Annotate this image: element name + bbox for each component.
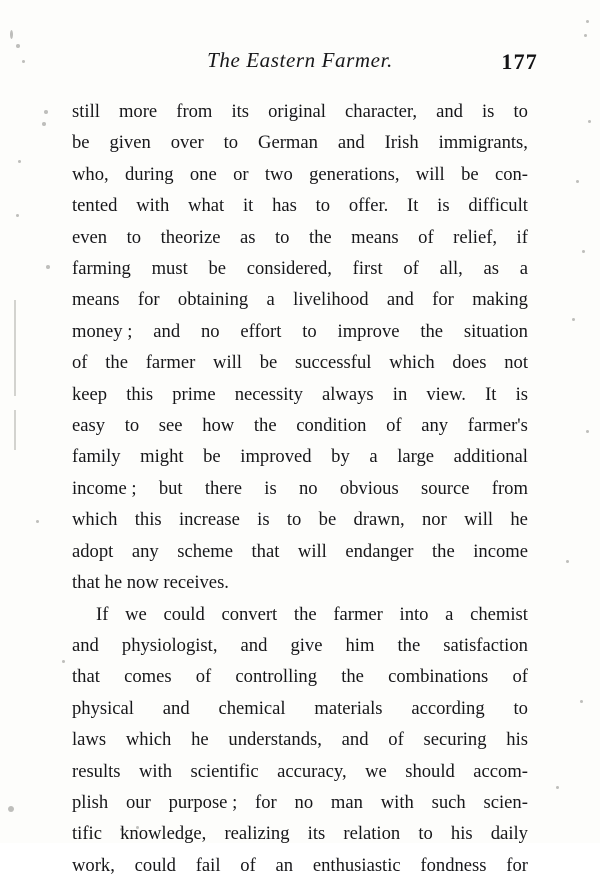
scan-speck [8,806,14,812]
word: prime [172,379,215,410]
word: easy [72,410,105,441]
word: farmer [146,347,196,378]
word: and [387,284,414,315]
text-line [72,787,528,818]
word: original [268,96,326,127]
word: is [264,473,276,504]
word: he [510,504,528,535]
word: all, [440,253,463,284]
word: farmer's [468,410,528,441]
word: any [132,536,159,567]
scan-speck [36,520,39,523]
word: the [309,222,332,253]
word: that [72,661,100,692]
word: drawn, [354,504,405,535]
scan-speck [576,180,579,183]
word: large [397,441,434,472]
word: who, [72,159,109,190]
word: securing [424,724,487,755]
word: realizing [224,818,289,849]
word: with [136,190,169,221]
word: could [135,850,176,881]
word: from [176,96,212,127]
word: its [308,818,326,849]
scan-speck [556,786,559,789]
word: immigrants, [439,127,528,158]
text-line [72,96,528,127]
word: of [403,253,419,284]
word: from [492,473,528,504]
word: results [72,756,121,787]
word: money ; [72,316,132,347]
word: or [233,159,249,190]
word: and [72,630,99,661]
word: keep [72,379,107,410]
scan-speck [22,60,25,63]
word: the [397,630,420,661]
text-line [72,818,528,849]
word: must [152,253,188,284]
word: man [331,787,363,818]
word: the [294,599,317,630]
word: character, [345,96,417,127]
word: the [432,536,455,567]
word: his [506,724,528,755]
scan-speck [18,160,21,163]
word: into [400,599,429,630]
word: purpose ; [169,787,238,818]
word: has [272,190,297,221]
word: which [126,724,171,755]
word: one [190,159,217,190]
word: con- [495,159,528,190]
word: offer. [349,190,388,221]
word: It [485,379,496,410]
word: but [159,473,183,504]
word: this [126,379,153,410]
word: give [290,630,322,661]
word: combinations [388,661,488,692]
word: satisfaction [443,630,528,661]
text-line [72,253,528,284]
word: which [389,347,434,378]
word: there [205,473,242,504]
word: first [353,253,383,284]
word: generations, [309,159,399,190]
word: is [482,96,494,127]
paragraph [72,96,528,599]
word: be [260,347,278,378]
word: an [276,850,294,881]
word: more [119,96,157,127]
word: such [432,787,466,818]
word: we [125,599,147,630]
word: of [418,222,434,253]
word: even [72,222,107,253]
text-line: that he now receives. [72,567,528,598]
scan-speck [584,34,587,37]
word: to [302,316,316,347]
word: improved [240,441,311,472]
scan-speck [42,122,46,126]
word: for [255,787,277,818]
word: what [188,190,224,221]
word: to [224,127,238,158]
word: considered, [247,253,332,284]
scan-speck [44,110,48,114]
scan-speck [582,250,585,253]
word: a [520,253,528,284]
word: no [201,316,220,347]
word: It [407,190,418,221]
scan-speck [586,430,589,433]
word: of [72,347,88,378]
text-line [72,190,528,221]
word: will [464,504,493,535]
word: we [365,756,387,787]
word: adopt [72,536,113,567]
word: will [298,536,327,567]
text-line [72,473,528,504]
word: any [421,410,448,441]
word: income ; [72,473,137,504]
word: to [275,222,289,253]
word: to [287,504,301,535]
text-line [72,347,528,378]
word: is [437,190,449,221]
word: see [159,410,183,441]
word: chemist [470,599,528,630]
scan-speck [566,560,569,563]
word: and [163,693,190,724]
word: according [411,693,484,724]
word: accuracy, [277,756,347,787]
word: that [251,536,279,567]
word: German [258,127,318,158]
word: nor [422,504,447,535]
word: not [504,347,528,378]
page-number: 177 [501,49,538,75]
word: and [241,630,268,661]
word: no [295,787,314,818]
word: laws [72,724,106,755]
scan-speck [580,700,583,703]
word: comes [124,661,172,692]
word: his [451,818,473,849]
word: will [416,159,445,190]
text-line [72,504,528,535]
word: given [109,127,150,158]
word: and [342,724,369,755]
word: controlling [235,661,317,692]
word: and [153,316,180,347]
word: it [243,190,253,221]
word: this [135,504,162,535]
text-line [72,316,528,347]
word: the [105,347,128,378]
word: the [420,316,443,347]
word: farmer [333,599,383,630]
word: be [461,159,479,190]
text-line [72,724,528,755]
word: accom- [473,756,528,787]
word: income [473,536,528,567]
word: difficult [468,190,528,221]
word: enthusiastic [313,850,401,881]
word: might [140,441,183,472]
word: always [322,379,374,410]
word: to [418,818,432,849]
word: obvious [340,473,399,504]
scan-speck [10,30,13,39]
word: two [265,159,293,190]
word: situation [464,316,528,347]
word: of [386,410,402,441]
word: if [517,222,528,253]
text-line [72,159,528,190]
text-line [72,693,528,724]
word: fail [196,850,221,881]
word: tific [72,818,102,849]
word: plish [72,787,108,818]
text-line [72,284,528,315]
scan-speck [16,44,20,48]
word: convert [221,599,277,630]
word: should [405,756,455,787]
word: additional [454,441,528,472]
word: with [139,756,172,787]
word: does [452,347,486,378]
scan-speck [46,265,50,269]
page-body-text [72,96,528,881]
page-header [70,48,530,82]
word: he [191,724,209,755]
word: daily [491,818,528,849]
text-line [72,379,528,410]
word: be [208,253,226,284]
word: and [338,127,365,158]
word: as [484,253,500,284]
word: necessity [235,379,303,410]
word: family [72,441,121,472]
word: our [126,787,151,818]
word: knowledge, [120,818,206,849]
word: a [369,441,377,472]
word: in [393,379,407,410]
scan-edge-artifact [14,410,16,450]
word: fondness [420,850,486,881]
word: which [72,504,117,535]
word: theorize [161,222,221,253]
scan-speck [62,660,65,663]
text-line [72,127,528,158]
text-line [72,661,528,692]
word: a [445,599,453,630]
text-line [72,222,528,253]
word: increase [179,504,240,535]
word: to [125,410,139,441]
word: physical [72,693,134,724]
word: and [436,96,463,127]
word: livelihood [293,284,368,315]
word: effort [240,316,281,347]
word: the [341,661,364,692]
word: source [421,473,470,504]
word: of [512,661,528,692]
scan-edge-artifact [14,300,16,396]
word: obtaining [178,284,248,315]
word: no [299,473,318,504]
word: is [257,504,269,535]
word: him [346,630,375,661]
word: the [254,410,277,441]
word: to [513,693,527,724]
word: be [319,504,337,535]
word: to [316,190,330,221]
word: still [72,96,100,127]
word: for [138,284,160,315]
word: over [171,127,204,158]
word: scheme [177,536,233,567]
word: be [72,127,90,158]
word: means [72,284,120,315]
word: its [231,96,249,127]
word: how [202,410,234,441]
word: as [240,222,256,253]
word: relief, [453,222,497,253]
word: to [127,222,141,253]
word: for [506,850,528,881]
word: view. [426,379,466,410]
text-line [72,410,528,441]
word: of [388,724,404,755]
word: making [472,284,528,315]
word: scientific [191,756,259,787]
word: condition [296,410,366,441]
scan-speck [572,318,575,321]
running-title: The Eastern Farmer. [70,48,530,73]
word: means [351,222,399,253]
word: understands, [228,724,321,755]
word: during [125,159,174,190]
word: a [267,284,275,315]
word: to [513,96,527,127]
word: materials [314,693,382,724]
paragraph [72,599,528,881]
text-line [72,441,528,472]
word: of [240,850,256,881]
word: chemical [218,693,285,724]
scan-speck [588,120,591,123]
word: physiologist, [122,630,218,661]
scan-speck [16,214,19,217]
word: successful [295,347,371,378]
word: endanger [345,536,413,567]
word: for [432,284,454,315]
word: be [203,441,221,472]
word: work, [72,850,115,881]
word: with [381,787,414,818]
word: improve [338,316,400,347]
text-line [72,599,528,630]
text-line [72,630,528,661]
word: scien- [483,787,527,818]
word: by [331,441,350,472]
word: will [213,347,242,378]
word: Irish [385,127,419,158]
word: is [516,379,528,410]
word: If [96,599,108,630]
word: tented [72,190,117,221]
word: farming [72,253,131,284]
word: relation [343,818,400,849]
scan-speck [586,20,589,23]
text-line [72,536,528,567]
text-line [72,756,528,787]
word: could [163,599,204,630]
text-line [72,850,528,881]
word: of [196,661,212,692]
